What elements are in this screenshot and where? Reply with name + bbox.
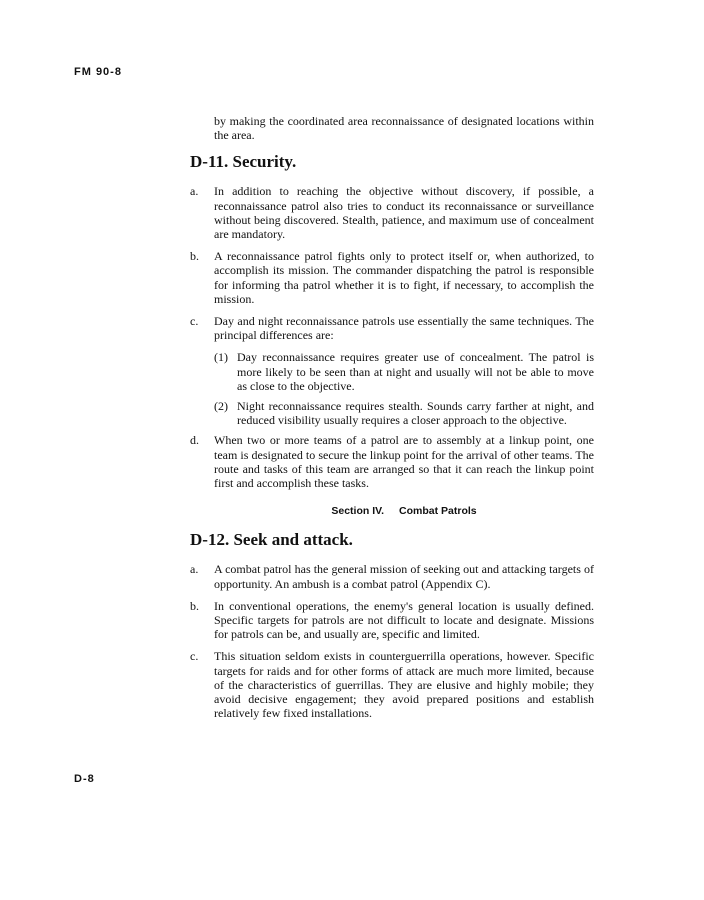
item-label: a. (190, 562, 199, 577)
security-heading: D-11. Security. (190, 152, 297, 172)
item-label: c. (190, 649, 199, 664)
body-text (190, 114, 594, 729)
seek-item-c (190, 649, 594, 720)
intro-paragraph: by making the coordinated area reconnaissance of designated locations within the area. (214, 114, 594, 143)
security-item-b (190, 249, 594, 306)
security-item-c (190, 314, 594, 342)
security-subitem-2 (214, 399, 594, 427)
security-item-d (190, 433, 594, 490)
subitem-text: Day reconnaissance requires greater use of concealment. The patrol is more likely to be seen than at night and usually will not be able to move as close to the objective. (237, 350, 594, 393)
item-text: When two or more teams of a patrol are to assembly at a linkup point, one team is designated to secure the linkup point for the arrival of other teams. The route and tasks of this team are arranged so that it can reach the linkup point first and accomplish these tasks. (214, 433, 594, 491)
item-label: c. (190, 314, 199, 329)
subitem-text: Night reconnaissance requires stealth. Sounds carry farther at night, and reduced visibility usually requires a closer approach to the objective. (237, 399, 594, 428)
item-text: A reconnaissance patrol fights only to protect itself or, when authorized, to accomplish its mission. The commander dispatching the patrol is responsible for informing tha patrol whether it is to fight, if necessary, to accomplish the mission. (214, 249, 594, 306)
seek-item-b (190, 599, 594, 642)
seek-item-a (190, 562, 594, 590)
item-label: d. (190, 433, 199, 448)
subitem-label: (2) (214, 399, 228, 414)
section-name: Combat Patrols (399, 505, 477, 518)
item-label: a. (190, 184, 199, 199)
item-label: b. (190, 249, 199, 264)
item-text: In addition to reaching the objective without discovery, if possible, a reconnaissance patrol also tries to conduct its reconnaissance or surveillance without being discovered. Stealth, patience, and maximum use of concealment are mandatory. (214, 184, 594, 242)
item-text: A combat patrol has the general mission of seeking out and attacking targets of opportunity. An ambush is a combat patrol (Appendix C). (214, 562, 594, 591)
subitem-label: (1) (214, 350, 228, 365)
page-header: FM 90-8 (74, 66, 122, 78)
security-item-a (190, 184, 594, 241)
item-text: Day and night reconnaissance patrols use essentially the same techniques. The principal differences are: (214, 314, 594, 343)
section-title (214, 504, 594, 518)
security-subitem-1 (214, 350, 594, 393)
item-text: This situation seldom exists in counterguerrilla operations, however. Specific targets for raids and for other forms of attack are much more limited, because of the characteristics of guerrillas. They are elusive and highly mobile; they avoid decisive engagement; they avoid prepared positions and establish relatively few fixed installations. (214, 649, 594, 721)
section-number: Section IV. (331, 505, 385, 518)
page-footer: D-8 (74, 773, 95, 785)
item-text: In conventional operations, the enemy's general location is usually defined. Specific targets for patrols are not difficult to locate and designate. Missions for patrols can be, and usually are, specific and limited. (214, 598, 594, 642)
seek-heading: D-12. Seek and attack. (190, 530, 353, 550)
item-label: b. (190, 598, 199, 613)
